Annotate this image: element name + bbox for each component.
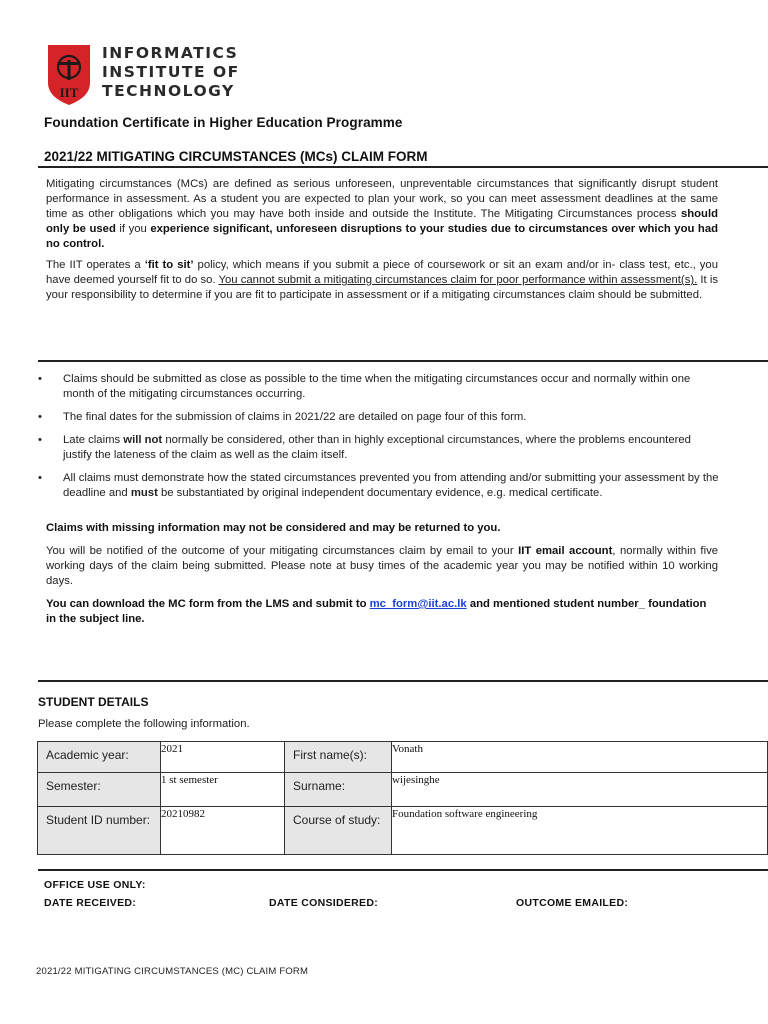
notify-text: You will be notified of the outcome of your mitigating circumstances claim by email to your (46, 545, 519, 557)
semester-label: Semester: (38, 773, 161, 807)
section-divider-2 (38, 680, 768, 682)
intro-p2-text: The IIT operates a (46, 259, 145, 271)
intro-paragraph-1 (46, 177, 718, 252)
surname-field[interactable]: wijesinghe (392, 773, 768, 807)
notify-text-2: , normally within five working days of the claim being submitted. Please note at busy times of the academic year you may be notified within 10 working days. (46, 545, 719, 587)
student-details-title: STUDENT DETAILS (38, 695, 149, 709)
list-item (36, 471, 720, 501)
institute-name (102, 44, 240, 101)
logo-badge-text: IIT (59, 85, 79, 100)
outcome-emailed-label: OUTCOME EMAILED: (516, 897, 629, 909)
table-row (38, 807, 768, 855)
missing-info-notice: Claims with missing information may not be considered and may be returned to you. (46, 522, 501, 534)
download-instruction (46, 597, 718, 627)
iit-email-account: IIT email account (518, 545, 613, 557)
download-text-2: and mentioned student number_ foundation in the subject line. (46, 598, 707, 625)
intro-p1-text-2: if you (115, 223, 151, 235)
list-item (36, 433, 720, 463)
mc-form-email-link[interactable]: mc_form@iit.ac.lk (369, 598, 467, 610)
notification-paragraph (46, 544, 718, 589)
first-name-field[interactable]: Vonath (392, 742, 768, 773)
bullet-icon: • (38, 373, 42, 385)
table-row (38, 773, 768, 807)
list-item-text: All claims must demonstrate how the stated circumstances prevented you from attending and/or submitting your assessment by the deadline and (63, 472, 719, 499)
student-details-table (37, 741, 768, 855)
list-item-bold: must (130, 487, 158, 499)
academic-year-label: Academic year: (38, 742, 161, 773)
intro-p2-underlined: You cannot submit a mitigating circumstances claim for poor performance within assessment(s). (218, 274, 698, 286)
institute-name-line-1: INFORMATICS (102, 44, 239, 62)
table-row (38, 742, 768, 773)
intro-p1-text: Mitigating circumstances (MCs) are defined as serious unforeseen, unpreventable circumstances that significantly disrupt student performance in assessment. As a student you are expected to plan your work, so you can meet assessment deadlines at the same time as other obligations which you may have both inside and outside the Institute. The Mitigating Circumstances process (46, 178, 718, 220)
shield-icon (48, 45, 90, 105)
student-details-instruction: Please complete the following information. (38, 718, 250, 730)
form-title: 2021/22 MITIGATING CIRCUMSTANCES (MCs) CLAIM FORM (44, 149, 428, 164)
institute-name-line-3: TECHNOLOGY (102, 82, 235, 100)
intro-paragraph-2 (46, 258, 718, 303)
intro-p1-bold-2: experience significant, unforeseen disruptions to your studies due to circumstances over which you had no control. (46, 223, 718, 250)
office-use-title: OFFICE USE ONLY: (44, 879, 146, 891)
surname-label: Surname: (285, 773, 392, 807)
first-name-label: First name(s): (285, 742, 392, 773)
fit-to-sit-term: ‘fit to sit’ (144, 259, 194, 271)
intro-p2-text-2: policy, which means if you submit a piece of coursework or sit an exam and/or in- class test, etc., you have deemed yourself fit to do so. (46, 259, 718, 286)
list-item (36, 410, 720, 425)
list-item-text: normally be considered, other than in highly exceptional circumstances, where the problems encountered justify the lateness of the claim as well as the claim itself. (63, 434, 691, 461)
section-divider-3 (38, 869, 768, 871)
bullet-icon: • (38, 434, 42, 446)
iit-shield-logo-icon (48, 45, 90, 105)
intro-p1-bold-1: should only be used (46, 208, 718, 235)
date-considered-label: DATE CONSIDERED: (269, 897, 379, 909)
section-divider-1 (38, 360, 768, 362)
semester-field[interactable]: 1 st semester (161, 773, 285, 807)
student-id-field[interactable]: 20210982 (161, 807, 285, 855)
academic-year-field[interactable]: 2021 (161, 742, 285, 773)
student-id-label: Student ID number: (38, 807, 161, 855)
intro-p2-text-3: It is your responsibility to determine if you are fit to participate in assessment or if a mitigating circumstances claim should be submitted. (46, 274, 718, 301)
list-item (36, 372, 720, 402)
download-text: You can download the MC form from the LMS and submit to (46, 598, 370, 610)
list-item-text: Late claims (63, 434, 124, 446)
date-received-label: DATE RECEIVED: (44, 897, 137, 909)
claim-rules-list (36, 372, 720, 509)
list-item-bold: will not (123, 434, 163, 446)
list-item-text: be substantiated by original independent documentary evidence, e.g. medical certificate. (157, 487, 603, 499)
list-item-text: The final dates for the submission of claims in 2021/22 are detailed on page four of this form. (63, 411, 527, 423)
course-label: Course of study: (285, 807, 392, 855)
bullet-icon: • (38, 411, 42, 423)
bullet-icon: • (38, 472, 42, 484)
course-field[interactable]: Foundation software engineering (392, 807, 768, 855)
institute-name-line-2: INSTITUTE OF (102, 63, 240, 81)
title-divider (38, 166, 768, 168)
page-footer: 2021/22 MITIGATING CIRCUMSTANCES (MC) CLAIM FORM (36, 966, 309, 977)
programme-title: Foundation Certificate in Higher Education Programme (44, 115, 403, 130)
list-item-text: Claims should be submitted as close as possible to the time when the mitigating circumstances occur and normally within one month of the mitigating circumstances occurring. (63, 373, 691, 400)
